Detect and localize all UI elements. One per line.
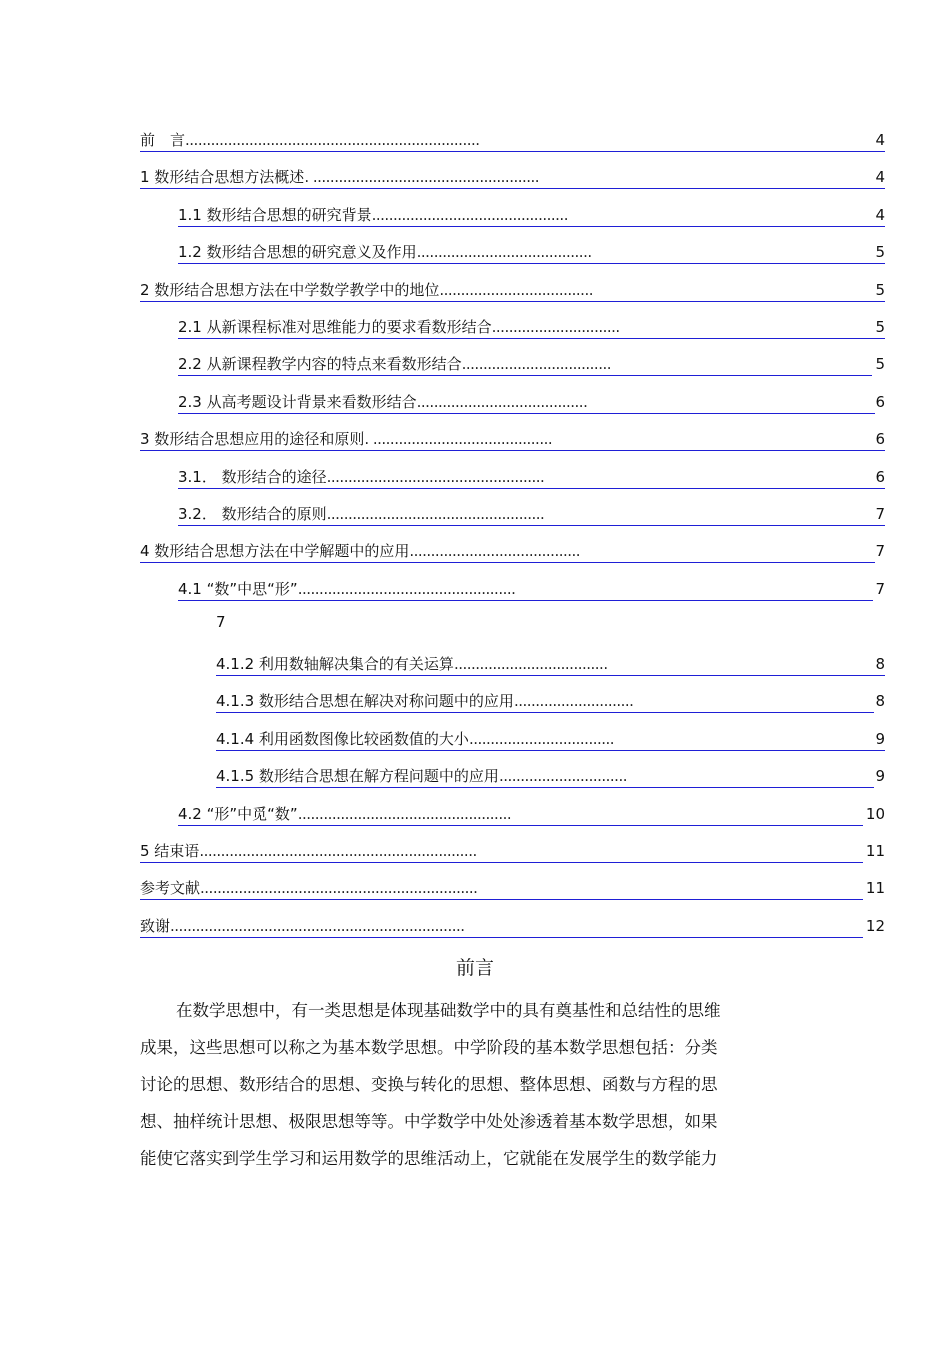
toc-leader-dots: ................................................................. — [199, 842, 477, 860]
toc-entry-title: 4.1.3 数形结合思想在解决对称问题中的应用 — [216, 692, 514, 710]
toc-underline — [178, 226, 885, 227]
toc-underline — [178, 375, 872, 376]
toc-entry-chapter-4[interactable] — [140, 536, 885, 560]
toc-page-number: 5 — [875, 281, 885, 299]
toc-page-number: 6 — [875, 430, 885, 448]
toc-underline — [140, 562, 875, 563]
toc-entry-4-1-2[interactable] — [216, 649, 885, 673]
toc-leader-dots: .............................. — [498, 767, 627, 785]
toc-page-number: 7 — [875, 542, 885, 560]
toc-entry-title: 致谢 — [140, 917, 171, 935]
toc-page-number: 5 — [875, 243, 885, 261]
toc-page-number: 7 — [875, 580, 885, 598]
toc-leader-dots: .................................................. — [297, 805, 512, 823]
toc-entry-chapter-3[interactable] — [140, 424, 885, 448]
toc-entry-2-3[interactable] — [178, 387, 885, 411]
toc-entry-chapter-2[interactable] — [140, 275, 885, 299]
toc-entry-title: 3 数形结合思想应用的途径和原则 — [140, 430, 365, 448]
toc-entry-title: 4 数形结合思想方法在中学解题中的应用 — [140, 542, 410, 560]
toc-entry-conclusion[interactable] — [140, 836, 885, 860]
toc-leader-dots: ......................................... — [416, 243, 592, 261]
toc-leader-dots: .............................. — [491, 318, 620, 336]
toc-entry-title: 2 数形结合思想方法在中学数学教学中的地位 — [140, 281, 440, 299]
toc-page-number: 4 — [875, 131, 885, 149]
toc-entry-4-2[interactable] — [178, 799, 885, 823]
toc-leader-dots: ................................................... — [326, 505, 545, 523]
toc-page-number: 11 — [865, 879, 885, 897]
toc-entry-title: 3.2． 数形结合的原则 — [178, 505, 327, 523]
toc-leader-dots: ................................................... — [326, 468, 545, 486]
toc-entry-4-1[interactable] — [178, 574, 885, 598]
paragraph-line: 成果，这些思想可以称之为基本数学思想。中学阶段的基本数学思想包括：分类 — [140, 1038, 718, 1057]
toc-leader-dots: ................................................................. — [200, 879, 478, 897]
toc-leader-dots: ................................................... — [297, 580, 516, 598]
toc-leader-dots: .................................... — [439, 281, 593, 299]
toc-leader-dots: ..................................................................... — [170, 917, 465, 935]
toc-underline — [178, 413, 875, 414]
toc-page-number: 6 — [875, 393, 885, 411]
toc-page-number: 5 — [875, 355, 885, 373]
toc-entry-4-1-5[interactable] — [216, 761, 885, 785]
toc-underline — [216, 675, 885, 676]
toc-leader-dots: . .......................................... — [364, 430, 553, 448]
toc-entry-chapter-1[interactable] — [140, 162, 885, 186]
toc-page-number: 10 — [865, 805, 885, 823]
toc-entry-title: 4.2 “形”中觅“数” — [178, 805, 298, 823]
toc-entry-title: 3.1． 数形结合的途径 — [178, 468, 327, 486]
paragraph-line: 能使它落实到学生学习和运用数学的思维活动上，它就能在发展学生的数学能力 — [140, 1149, 718, 1168]
toc-page-number: 7 — [875, 505, 885, 523]
toc-entry-1-1[interactable] — [178, 200, 885, 224]
toc-page-number: 11 — [865, 842, 885, 860]
toc-underline — [140, 937, 863, 938]
paragraph-line: 在数学思想中，有一类思想是体现基础数学中的具有奠基性和总结性的思维 — [176, 1001, 721, 1020]
toc-entry-title: 4.1.2 利用数轴解决集合的有关运算 — [216, 655, 454, 673]
toc-entry-references[interactable] — [140, 873, 885, 897]
toc-entry-3-1[interactable] — [178, 462, 885, 486]
toc-underline — [140, 862, 863, 863]
toc-underline — [216, 712, 874, 713]
toc-entry-title: 4.1 “数”中思“形” — [178, 580, 298, 598]
toc-entry-2-1[interactable] — [178, 312, 885, 336]
toc-underline — [178, 338, 885, 339]
toc-entry-4-1-4[interactable] — [216, 724, 885, 748]
toc-underline — [216, 750, 885, 751]
toc-entry-title: 前 言 — [140, 131, 186, 149]
toc-leader-dots: .............................................. — [371, 206, 568, 224]
toc-underline — [140, 188, 885, 189]
toc-entry-2-2[interactable] — [178, 349, 885, 373]
toc-leader-dots: .................................... — [453, 655, 608, 673]
toc-leader-dots: ..................................................................... — [185, 131, 480, 149]
toc-leader-dots: .................................. — [468, 730, 615, 748]
toc-entry-title: 2.2 从新课程教学内容的特点来看数形结合 — [178, 355, 462, 373]
orphan-page-number: 7 — [216, 613, 226, 631]
toc-entry-title: 参考文献 — [140, 879, 201, 897]
toc-page-number: 9 — [875, 730, 885, 748]
preface-paragraph — [140, 992, 770, 1177]
toc-entry-title: 4.1.4 利用函数图像比较函数值的大小 — [216, 730, 469, 748]
toc-underline — [178, 600, 873, 601]
toc-entry-title: 1 数形结合思想方法概述 — [140, 168, 305, 186]
toc-page-number: 8 — [875, 692, 885, 710]
toc-underline — [140, 899, 863, 900]
toc-entry-title: 4.1.5 数形结合思想在解方程问题中的应用 — [216, 767, 499, 785]
toc-page-number: 4 — [875, 206, 885, 224]
toc-underline — [140, 450, 885, 451]
toc-underline — [216, 787, 874, 788]
toc-page-number: 4 — [875, 168, 885, 186]
toc-underline — [178, 525, 885, 526]
toc-leader-dots: ........................................ — [416, 393, 588, 411]
paragraph-line: 想、抽样统计思想、极限思想等等。中学数学中处处渗透着基本数学思想，如果 — [140, 1112, 718, 1131]
toc-entry-title: 1.1 数形结合思想的研究背景 — [178, 206, 372, 224]
toc-leader-dots: . ..................................................... — [304, 168, 540, 186]
toc-entry-title: 5 结束语 — [140, 842, 200, 860]
toc-underline — [178, 825, 863, 826]
toc-underline — [140, 301, 885, 302]
toc-page-number: 12 — [865, 917, 885, 935]
toc-leader-dots: ................................... — [461, 355, 612, 373]
toc-underline — [178, 263, 885, 264]
toc-page-number: 5 — [875, 318, 885, 336]
section-heading-preface: 前言 — [455, 957, 494, 979]
toc-entry-acknowledgements[interactable] — [140, 911, 885, 935]
toc-entry-preface[interactable] — [140, 125, 885, 149]
toc-page-number: 6 — [875, 468, 885, 486]
toc-underline — [140, 151, 885, 152]
toc-leader-dots: ........................................ — [409, 542, 581, 560]
paragraph-line: 讨论的思想、数形结合的思想、变换与转化的思想、整体思想、函数与方程的思 — [140, 1075, 718, 1094]
toc-entry-title: 2.3 从高考题设计背景来看数形结合 — [178, 393, 417, 411]
toc-entry-4-1-3[interactable] — [216, 686, 885, 710]
toc-page-number: 9 — [875, 767, 885, 785]
toc-page-number: 8 — [875, 655, 885, 673]
toc-underline — [178, 488, 885, 489]
toc-entry-title: 2.1 从新课程标准对思维能力的要求看数形结合 — [178, 318, 492, 336]
toc-entry-3-2[interactable] — [178, 499, 885, 523]
toc-leader-dots: ............................ — [513, 692, 634, 710]
toc-entry-title: 1.2 数形结合思想的研究意义及作用 — [178, 243, 417, 261]
toc-entry-1-2[interactable] — [178, 237, 885, 261]
